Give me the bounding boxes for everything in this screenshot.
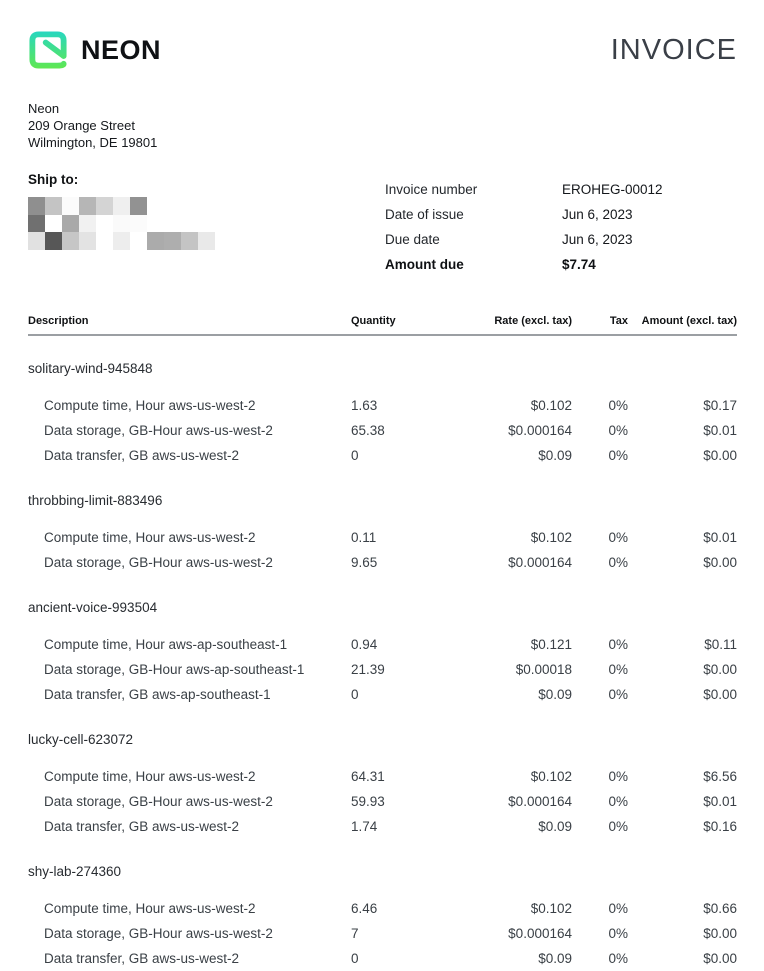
cell-description: Data storage, GB-Hour aws-us-west-2 — [44, 926, 273, 941]
column-header: Amount (excl. tax) — [641, 315, 737, 327]
company-city: Wilmington, DE 19801 — [28, 135, 158, 150]
project-name: throbbing-limit-883496 — [28, 493, 163, 508]
cell-quantity: 1.63 — [351, 398, 378, 413]
cell-description: Data storage, GB-Hour aws-ap-southeast-1 — [44, 662, 305, 677]
project-line-items — [28, 764, 737, 839]
cell-description: Compute time, Hour aws-us-west-2 — [44, 398, 256, 413]
redacted-pixel — [198, 232, 215, 250]
meta-row — [385, 233, 737, 248]
column-header: Description — [28, 315, 89, 327]
cell-quantity: 0 — [351, 448, 359, 463]
redacted-pixel — [79, 197, 96, 215]
invoice-header — [28, 30, 737, 70]
cell-tax: 0% — [608, 637, 628, 652]
cell-tax: 0% — [608, 901, 628, 916]
redacted-pixel — [62, 197, 79, 215]
cell-quantity: 65.38 — [351, 423, 385, 438]
cell-amount: $0.00 — [703, 662, 737, 677]
cell-tax: 0% — [608, 926, 628, 941]
line-item-row — [28, 682, 737, 707]
column-header: Quantity — [351, 315, 396, 327]
project-group — [28, 356, 737, 468]
cell-quantity: 0 — [351, 687, 359, 702]
redacted-pixel — [181, 215, 198, 233]
meta-label: Amount due — [385, 257, 464, 272]
meta-label: Date of issue — [385, 207, 464, 222]
redacted-pixel — [113, 197, 130, 215]
cell-amount: $0.00 — [703, 687, 737, 702]
cell-rate: $0.00018 — [515, 662, 572, 677]
redacted-pixel — [113, 232, 130, 250]
project-name: shy-lab-274360 — [28, 864, 122, 879]
cell-description: Compute time, Hour aws-us-west-2 — [44, 901, 256, 916]
redacted-pixel — [164, 197, 181, 215]
cell-description: Data storage, GB-Hour aws-us-west-2 — [44, 423, 273, 438]
project-group — [28, 727, 737, 839]
cell-rate: $0.000164 — [508, 794, 572, 809]
project-line-items — [28, 896, 737, 971]
cell-quantity: 6.46 — [351, 901, 378, 916]
redacted-pixel — [96, 215, 113, 233]
cell-quantity: 1.74 — [351, 819, 378, 834]
cell-quantity: 21.39 — [351, 662, 385, 677]
redacted-pixel — [96, 197, 113, 215]
company-street: 209 Orange Street — [28, 118, 135, 133]
cell-rate: $0.121 — [530, 637, 572, 652]
cell-tax: 0% — [608, 662, 628, 677]
cell-tax: 0% — [608, 951, 628, 966]
redacted-pixel — [96, 232, 113, 250]
cell-amount: $0.00 — [703, 951, 737, 966]
line-item-row — [28, 814, 737, 839]
cell-rate: $0.000164 — [508, 926, 572, 941]
redacted-pixel — [130, 215, 147, 233]
cell-quantity: 59.93 — [351, 794, 385, 809]
project-line-items — [28, 393, 737, 468]
meta-label: Invoice number — [385, 182, 478, 197]
company-name: Neon — [28, 101, 60, 116]
cell-amount: $0.16 — [703, 819, 737, 834]
redacted-pixel — [147, 232, 164, 250]
cell-tax: 0% — [608, 398, 628, 413]
cell-quantity: 0 — [351, 951, 359, 966]
cell-description: Data transfer, GB aws-us-west-2 — [44, 819, 240, 834]
cell-amount: $0.01 — [703, 530, 737, 545]
redacted-pixel — [147, 215, 164, 233]
meta-value: Jun 6, 2023 — [562, 232, 633, 247]
meta-label: Due date — [385, 232, 440, 247]
cell-quantity: 64.31 — [351, 769, 385, 784]
cell-amount: $6.56 — [703, 769, 737, 784]
cell-amount: $0.17 — [703, 398, 737, 413]
redacted-pixel — [45, 197, 62, 215]
cell-amount: $0.66 — [703, 901, 737, 916]
project-line-items — [28, 525, 737, 575]
cell-rate: $0.102 — [530, 530, 572, 545]
redacted-pixel — [79, 215, 96, 233]
company-address — [28, 100, 737, 151]
line-item-row — [28, 789, 737, 814]
meta-row — [385, 258, 737, 273]
shipto-meta-section — [28, 172, 737, 283]
project-group — [28, 859, 737, 971]
redacted-pixel — [130, 232, 147, 250]
cell-tax: 0% — [608, 794, 628, 809]
cell-amount: $0.00 — [703, 448, 737, 463]
cell-quantity: 9.65 — [351, 555, 378, 570]
redacted-pixel — [79, 232, 96, 250]
cell-description: Data storage, GB-Hour aws-us-west-2 — [44, 555, 273, 570]
redacted-pixel — [198, 197, 215, 215]
cell-rate: $0.09 — [538, 687, 572, 702]
line-item-row — [28, 921, 737, 946]
invoice-meta — [385, 172, 737, 283]
cell-amount: $0.00 — [703, 555, 737, 570]
cell-rate: $0.102 — [530, 398, 572, 413]
cell-tax: 0% — [608, 530, 628, 545]
line-item-row — [28, 443, 737, 468]
cell-tax: 0% — [608, 819, 628, 834]
redacted-pixel — [28, 232, 45, 250]
meta-row — [385, 183, 737, 198]
redacted-pixel — [45, 215, 62, 233]
line-item-row — [28, 525, 737, 550]
cell-rate: $0.09 — [538, 951, 572, 966]
neon-brand — [28, 30, 161, 70]
line-item-row — [28, 946, 737, 971]
line-item-row — [28, 896, 737, 921]
cell-rate: $0.09 — [538, 819, 572, 834]
cell-description: Data transfer, GB aws-us-west-2 — [44, 448, 240, 463]
meta-value: EROHEG-00012 — [562, 182, 663, 197]
line-item-row — [28, 550, 737, 575]
cell-quantity: 0.11 — [351, 530, 377, 545]
cell-quantity: 0.94 — [351, 637, 378, 652]
cell-tax: 0% — [608, 687, 628, 702]
project-group — [28, 595, 737, 707]
table-header-row — [28, 315, 737, 336]
redacted-pixel — [45, 232, 62, 250]
cell-rate: $0.102 — [530, 769, 572, 784]
redacted-recipient — [28, 197, 385, 250]
project-name: solitary-wind-945848 — [28, 361, 153, 376]
line-items-table — [28, 315, 737, 971]
redacted-pixel — [198, 215, 215, 233]
redacted-pixel — [28, 197, 45, 215]
cell-rate: $0.102 — [530, 901, 572, 916]
cell-amount: $0.00 — [703, 926, 737, 941]
cell-amount: $0.01 — [703, 794, 737, 809]
column-header: Rate (excl. tax) — [494, 315, 572, 327]
column-header: Tax — [609, 315, 628, 327]
redacted-pixel — [181, 197, 198, 215]
cell-tax: 0% — [608, 448, 628, 463]
project-name: ancient-voice-993504 — [28, 600, 158, 615]
ship-to-label: Ship to: — [28, 172, 79, 187]
neon-logo-icon — [28, 30, 68, 70]
line-item-row — [28, 657, 737, 682]
cell-amount: $0.01 — [703, 423, 737, 438]
line-item-row — [28, 632, 737, 657]
line-item-row — [28, 393, 737, 418]
document-title: INVOICE — [610, 33, 737, 66]
cell-description: Data storage, GB-Hour aws-us-west-2 — [44, 794, 273, 809]
redacted-pixel — [62, 215, 79, 233]
cell-description: Compute time, Hour aws-ap-southeast-1 — [44, 637, 288, 652]
cell-amount: $0.11 — [704, 637, 737, 652]
redacted-pixel — [164, 215, 181, 233]
table-body — [28, 356, 737, 971]
redacted-pixel — [147, 197, 164, 215]
project-line-items — [28, 632, 737, 707]
cell-quantity: 7 — [351, 926, 359, 941]
cell-description: Data transfer, GB aws-us-west-2 — [44, 951, 240, 966]
meta-value: Jun 6, 2023 — [562, 207, 633, 222]
line-item-row — [28, 418, 737, 443]
redacted-pixel — [62, 232, 79, 250]
project-group — [28, 488, 737, 575]
cell-tax: 0% — [608, 555, 628, 570]
redacted-pixel — [181, 232, 198, 250]
brand-wordmark: NEON — [81, 34, 162, 65]
redacted-pixel — [164, 232, 181, 250]
cell-rate: $0.000164 — [508, 423, 572, 438]
cell-tax: 0% — [608, 423, 628, 438]
project-name: lucky-cell-623072 — [28, 732, 134, 747]
meta-value: $7.74 — [562, 257, 596, 272]
line-item-row — [28, 764, 737, 789]
redacted-pixel — [113, 215, 130, 233]
cell-description: Compute time, Hour aws-us-west-2 — [44, 530, 256, 545]
redacted-pixel — [130, 197, 147, 215]
redacted-pixel — [28, 215, 45, 233]
cell-description: Compute time, Hour aws-us-west-2 — [44, 769, 256, 784]
meta-row — [385, 208, 737, 223]
ship-to-block — [28, 172, 385, 283]
cell-rate: $0.09 — [538, 448, 572, 463]
cell-description: Data transfer, GB aws-ap-southeast-1 — [44, 687, 271, 702]
cell-rate: $0.000164 — [508, 555, 572, 570]
cell-tax: 0% — [608, 769, 628, 784]
